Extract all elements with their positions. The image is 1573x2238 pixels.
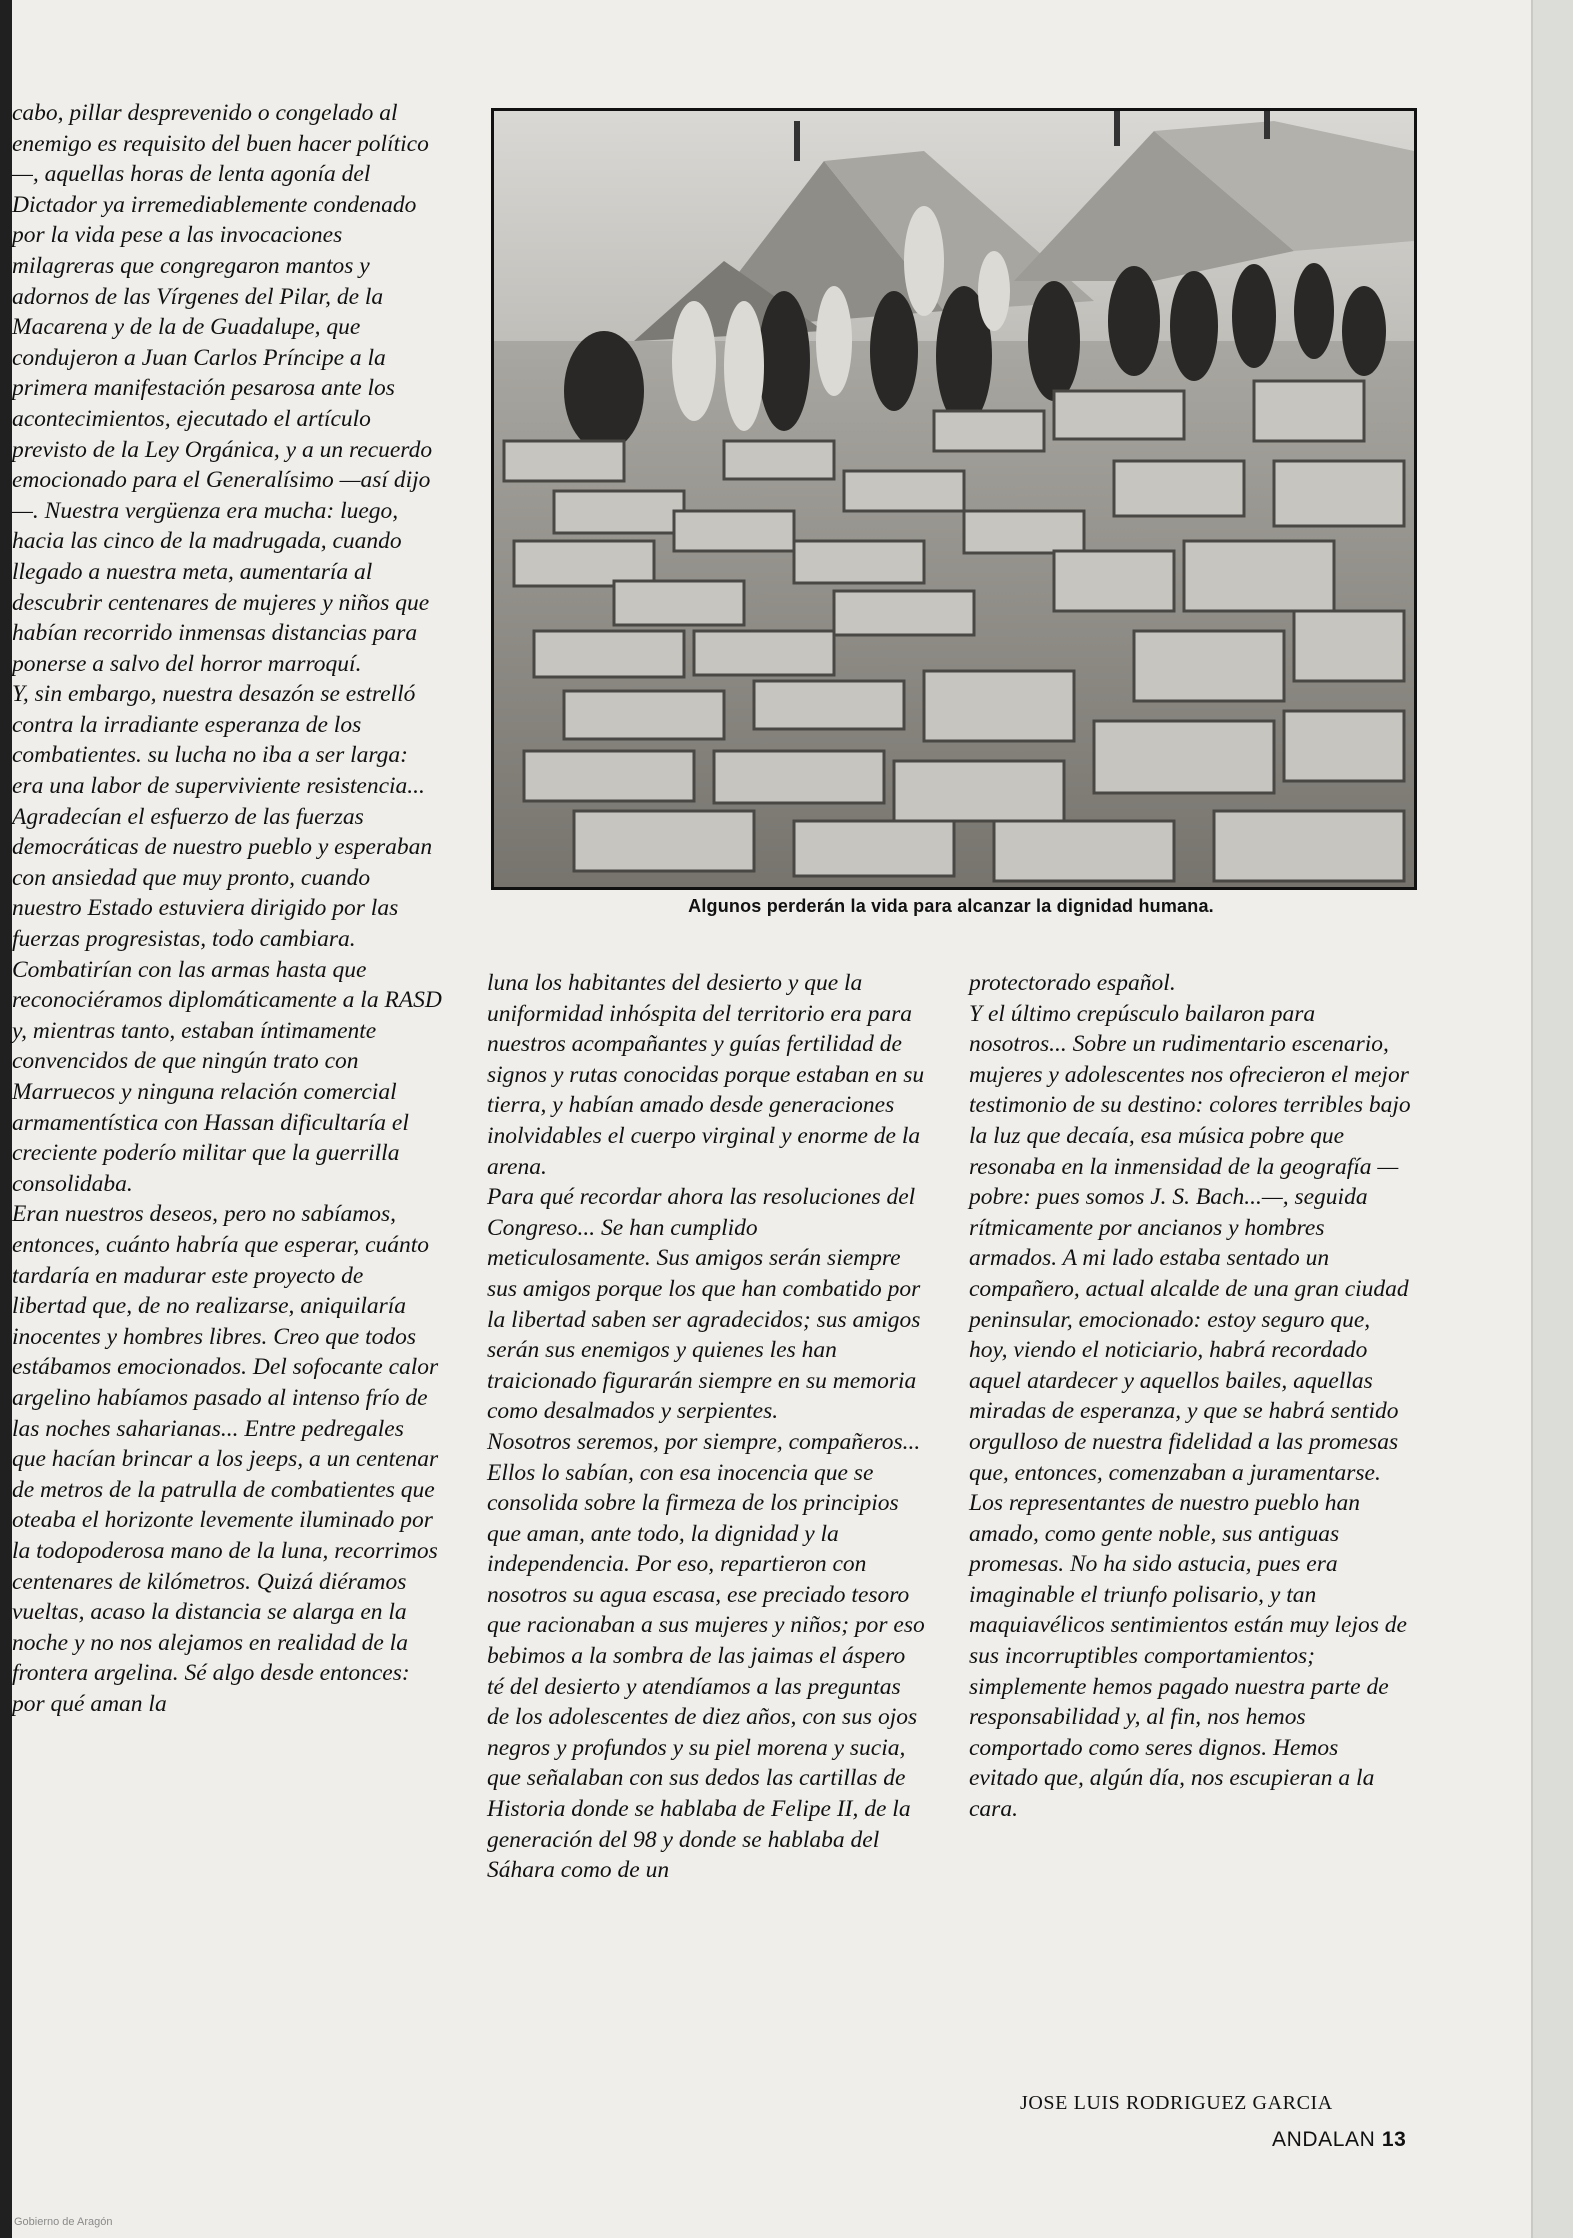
- page-binding-edge: [0, 0, 12, 2238]
- article-paragraph: Y el último crepúsculo bailaron para nosotros... Sobre un rudimentario escenario, mujeres y adolescentes nos ofrecieron el mejor testimonio de su destino: colores terribles bajo la luz que decaía, esa música pobre que resonaba en la inmensidad de la geografía —pobre: pues somos J. S. Bach...—, seguida rítmicamente por ancianos y hombres armados. A mi lado estaba sentado un compañero, actual alcalde de una gran ciudad peninsular, emocionado: estoy seguro que, hoy, viendo el noticiario, habrá recordado aquel atardecer y aquellos bailes, aquellas miradas de esperanza, y que se habrá sentido orgulloso de nuestra fidelidad a las promesas que, entonces, comenzaban a juramentarse.: [969, 1000, 1411, 1486]
- article-column-2: [487, 968, 927, 1886]
- article-paragraph: cabo, pillar desprevenido o congelado al enemigo es requisito del buen hacer político—, aquellas horas de lenta agonía del Dictador ya irremediablemente condenado por la vida pese a las invocaciones milagreras que congregaron mantos y adornos de las Vírgenes del Pilar, de la Macarena y de la de Guadalupe, que condujeron a Juan Carlos Príncipe a la primera manifestación pesarosa ante los acontecimientos, ejecutado el artículo previsto de la Ley Orgánica, y a un recuerdo emocionado para el Generalísimo —así dijo—. Nuestra vergüenza era mucha: luego, hacia las cinco de la madrugada, cuando llegado a nuestra meta, aumentaría al descubrir centenares de mujeres y niños que habían recorrido inmensas distancias para ponerse a salvo del horror marroquí.: [12, 100, 433, 677]
- page-right-edge: [1531, 0, 1573, 2238]
- photo-illustration: [494, 111, 1414, 887]
- article-paragraph: luna los habitantes del desierto y que la uniformidad inhóspita del territorio era para nuestros acompañantes y guías fertilidad de signos y rutas conocidas porque estaban en su tierra, y habían amado desde generaciones inolvidables el cuerpo virginal y enorme de la arena.: [487, 970, 925, 1180]
- article-paragraph: Nosotros seremos, por siempre, compañeros... Ellos lo sabían, con esa inocencia que se consolida sobre la firmeza de los principios que aman, ante todo, la dignidad y la independencia. Por eso, repartieron con nosotros su agua escasa, ese preciado tesoro que racionaban a sus mujeres y niños; por eso bebimos a la sombra de las jaimas el áspero té del desierto y atendíamos a las preguntas de los adolescentes de diez años, con sus ojos negros y profundos y su piel morena y sucia, que señalaban con sus dedos las cartillas de Historia donde se hablaba de Felipe II, de la generación del 98 y donde se hablaba del Sáhara como de un: [487, 1428, 925, 1884]
- article-column-3: [969, 968, 1411, 1825]
- refugee-camp-photo: [491, 108, 1417, 890]
- page-footer: [1272, 2128, 1406, 2152]
- article-paragraph: Y, sin embargo, nuestra desazón se estrelló contra la irradiante esperanza de los combatientes. su lucha no iba a ser larga: era una labor de superviviente resistencia... Agradecían el esfuerzo de las fuerzas democráticas de nuestro pueblo y esperaban con ansiedad que muy pronto, cuando nuestro Estado estuviera dirigido por las fuerzas progresistas, todo cambiara. Combatirían con las armas hasta que reconociéramos diplomáticamente a la RASD y, mientras tanto, estaban íntimamente convencidos de que ningún trato con Marruecos y ninguna relación comercial armamentística con Hassan dificultaría el creciente poderío militar que la guerrilla consolidaba.: [12, 681, 442, 1197]
- article-column-1: [12, 98, 442, 1719]
- photo-caption: Algunos perderán la vida para alcanzar la dignidad humana.: [688, 896, 1214, 916]
- article-paragraph: Los representantes de nuestro pueblo han amado, como gente noble, sus antiguas promesas. No ha sido astucia, pues era imaginable el triunfo polisario, y tan maquiavélicos sentimientos están muy lejos de sus incorruptibles comportamientos; simplemente hemos pagado nuestra parte de responsabilidad y, al fin, nos hemos comportado como seres dignos. Hemos evitado que, algún día, nos escupieran a la cara.: [969, 1490, 1407, 1823]
- page-number: 13: [1381, 2128, 1407, 2151]
- article-paragraph: protectorado español.: [969, 970, 1176, 996]
- article-paragraph: Para qué recordar ahora las resoluciones del Congreso... Se han cumplido meticulosamente. Sus amigos serán siempre sus amigos porque los que han combatido por la libertad saben ser agradecidos; sus amigos serán sus enemigos y quienes les han traicionado figurarán siempre en su memoria como desalmados y serpientes.: [487, 1184, 921, 1425]
- archive-watermark: Gobierno de Aragón: [14, 2216, 113, 2228]
- publication-name: ANDALAN: [1272, 2128, 1376, 2151]
- author-signature: JOSE LUIS RODRIGUEZ GARCIA: [1020, 2092, 1333, 2114]
- article-paragraph: Eran nuestros deseos, pero no sabíamos, entonces, cuánto habría que esperar, cuánto tardaría en madurar este proyecto de libertad que, de no realizarse, aniquilaría inocentes y hombres libres. Creo que todos estábamos emocionados. Del sofocante calor argelino habíamos pasado al intenso frío de las noches saharianas... Entre pedregales que hacían brincar a los jeeps, a un centenar de metros de la patrulla de combatientes que oteaba el horizonte levemente iluminado por la todopoderosa mano de la luna, recorrimos centenares de kilómetros. Quizá diéramos vueltas, acaso la distancia se alarga en la noche y no nos alejamos en realidad de la frontera argelina. Sé algo desde entonces: por qué aman la: [12, 1201, 439, 1717]
